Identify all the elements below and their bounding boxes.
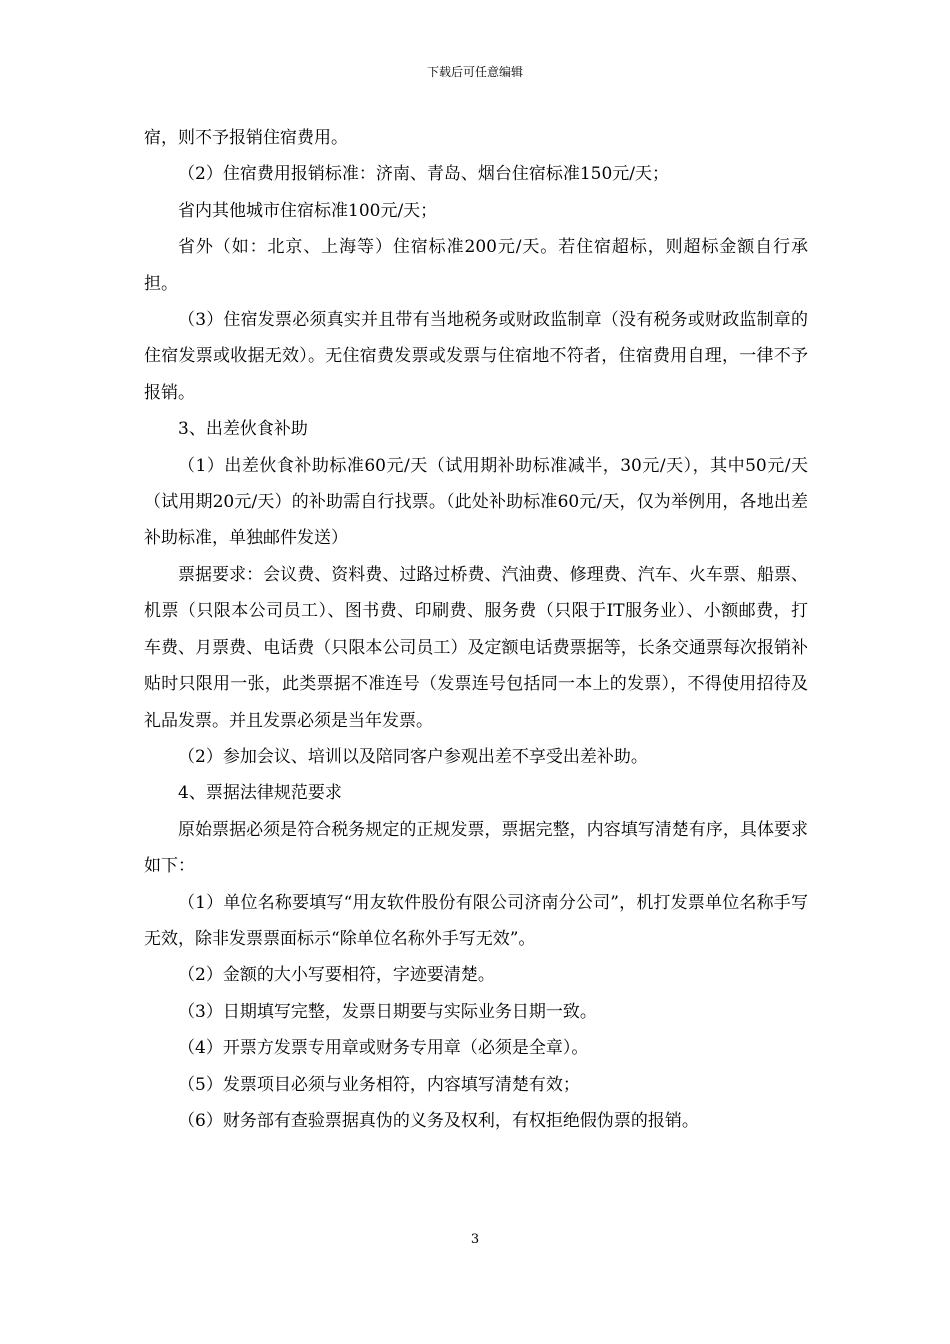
paragraph: （3）日期填写完整，发票日期要与实际业务日期一致。 [178, 1001, 597, 1022]
section-heading: 3、出差伙食补助 [178, 419, 308, 440]
paragraph: （1）单位名称要填写“用友软件股份有限公司济南分公司”，机打发票单位名称手写无效，除非发票票面标示“除单位名称外手写无效”。 [144, 892, 808, 949]
paragraph: （4）开票方发票专用章或财务专用章（必须是全章）。 [178, 1038, 589, 1059]
paragraph: （3）住宿发票必须真实并且带有当地税务或财政监制章（没有税务或财政监制章的住宿发票或收据无效）。无住宿费发票或发票与住宿地不符者，住宿费用自理，一律不予报销。 [144, 310, 808, 403]
paragraph: 原始票据必须是符合税务规定的正规发票，票据完整，内容填写清楚有序，具体要求如下： [144, 819, 808, 877]
paragraph: （2）住宿费用报销标准：济南、青岛、烟台住宿标准150元/天； [178, 164, 669, 185]
paragraph: 省内其他城市住宿标准100元/天； [178, 200, 438, 221]
paragraph: 省外（如：北京、上海等）住宿标准200元/天。若住宿超标，则超标金额自行承担。 [144, 237, 808, 294]
paragraph: （2）参加会议、培训以及陪同客户参观出差不享受出差补助。 [178, 746, 648, 767]
paragraph: 票据要求：会议费、资料费、过路过桥费、汽油费、修理费、汽车、火车票、船票、机票（只限本公司员工）、图书费、印刷费、服务费（只限于IT服务业）、小额邮费，打车费、月票费、电话费（只限本公司员工）及定额电话费票据等，长条交通票每次报销补贴时只限用一张，此类票据不准连号（发票连号包括同一本上的发票），不得使用招待及礼品发票。并且发票必须是当年发票。 [144, 564, 808, 731]
paragraph: （5）发票项目必须与业务相符，内容填写清楚有效； [178, 1074, 580, 1095]
section-heading: 4、票据法律规范要求 [178, 783, 342, 804]
page-number: 3 [470, 1232, 480, 1247]
paragraph: （2）金额的大小写要相符，字迹要清楚。 [178, 965, 495, 986]
page-header: 下载后可任意编辑 [426, 65, 523, 79]
paragraph: （6）财务部有查验票据真伪的义务及权利，有权拒绝假伪票的报销。 [178, 1110, 699, 1131]
document-body [144, 120, 808, 1139]
paragraph: （1）出差伙食补助标准60元/天（试用期补助标准减半，30元/天），其中50元/天（试用期20元/天）的补助需自行找票。（此处补助标准60元/天，仅为举例用，各地出差补助标准，单独邮件发送） [144, 455, 808, 549]
paragraph: 宿，则不予报销住宿费用。 [144, 128, 348, 148]
